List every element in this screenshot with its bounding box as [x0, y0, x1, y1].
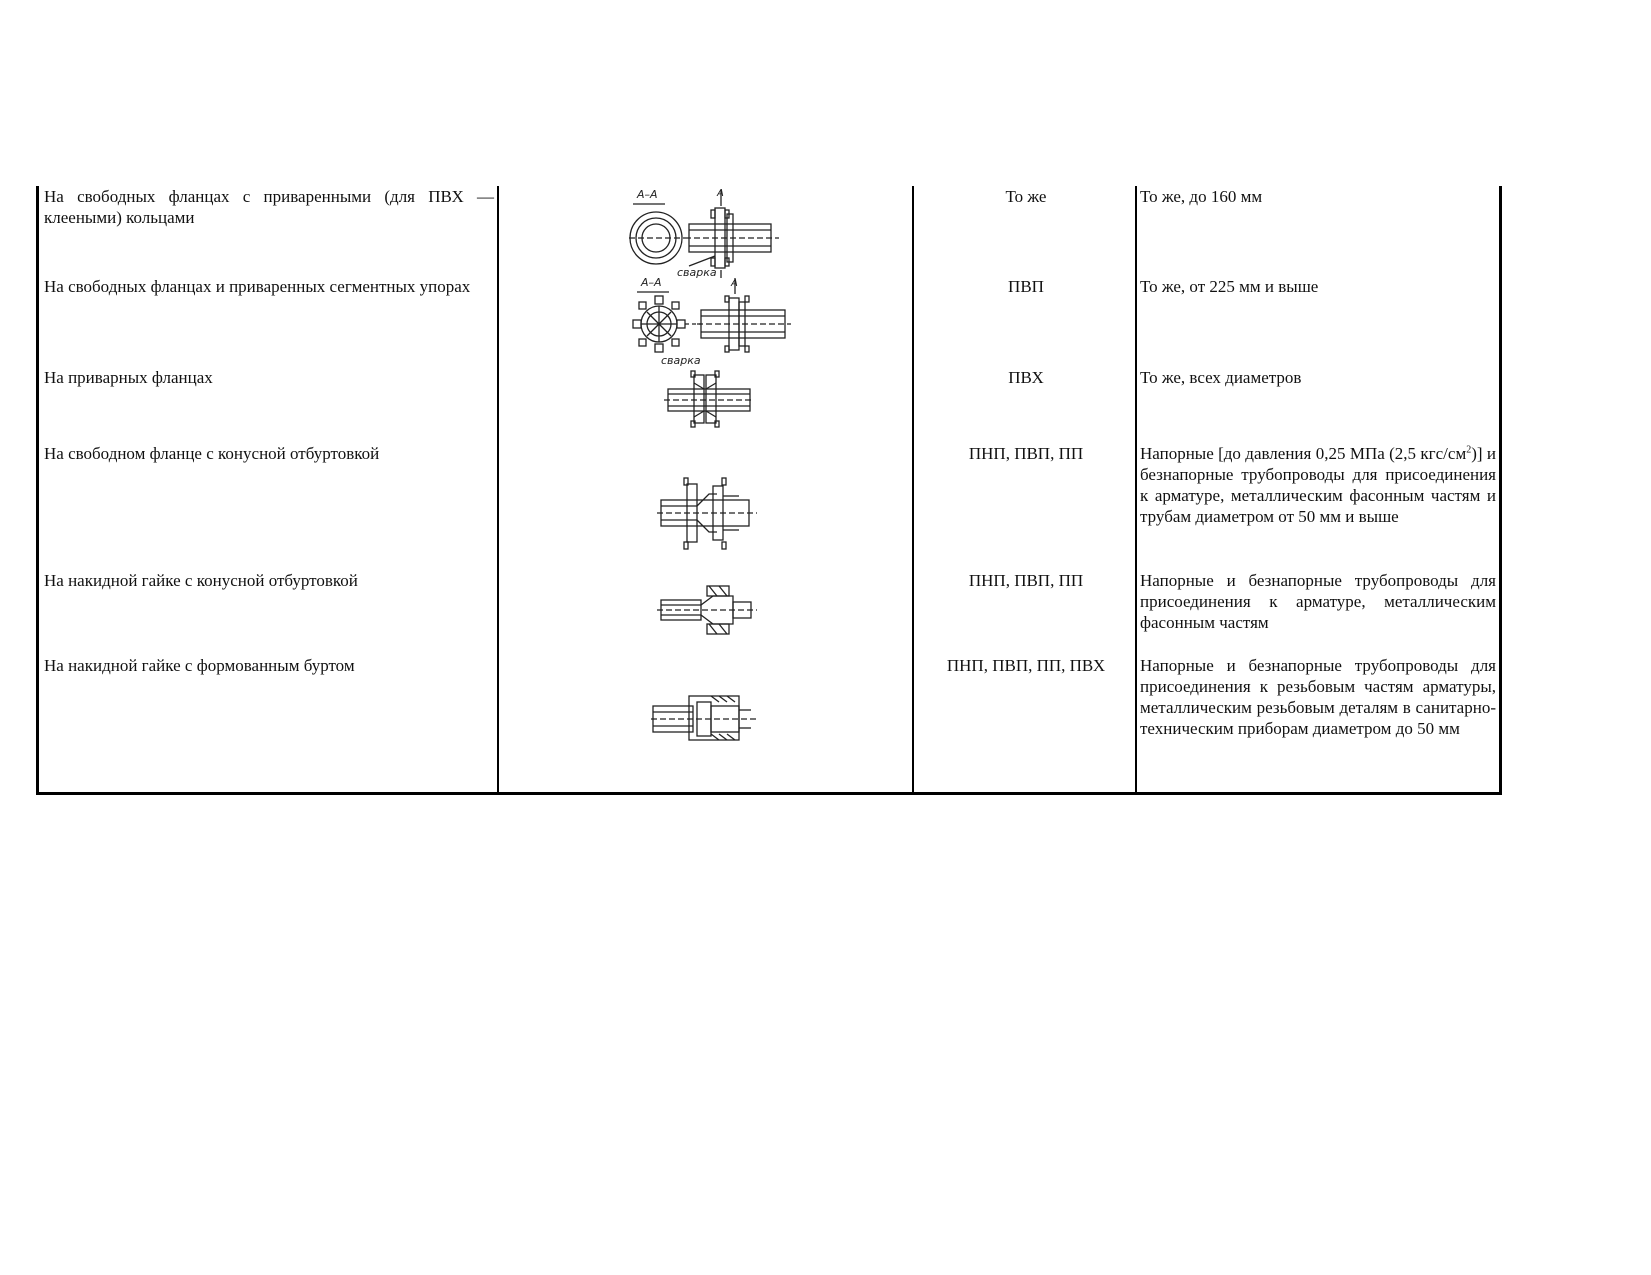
method-cell: На накидной гайке с конусной отбуртовкой — [44, 571, 358, 590]
loose-flange-segment-stops-drawing — [631, 274, 801, 366]
union-nut-formed-collar-drawing — [651, 690, 761, 745]
application-cell: Напорные [до давления 0,25 МПа (2,5 кгс/$см^2$)] и безнапорные трубопроводы для присоединения к арматуре, металлическим фасонным частям и трубам диаметром от 50 мм и выше — [1140, 444, 1497, 526]
material-cell: ПНП, ПВП, ПП — [968, 571, 1084, 590]
column-divider — [912, 186, 914, 792]
application-cell: Напорные и безнапорные трубопроводы для присоединения к арматуре, металлическим фасонным частям — [1140, 571, 1496, 632]
application-cell: То же, до 160 мм — [1140, 187, 1263, 206]
section-label: А–А — [637, 188, 658, 201]
method-cell: На свободном фланце с конусной отбуртовкой — [44, 444, 380, 463]
joints-table — [36, 186, 1502, 795]
material-cell: ПВХ — [1008, 368, 1044, 387]
application-cell: Напорные и безнапорные трубопроводы для присоединения к резьбовым частям арматуры, металлическим резьбовым деталям в санитарно-техническим приборам диаметром до 50 мм — [1140, 656, 1496, 738]
method-cell: На свободных фланцах и приваренных сегментных упорах — [44, 277, 471, 296]
material-cell: ПНП, ПВП, ПП — [968, 444, 1084, 463]
section-marker: А — [731, 278, 738, 289]
method-cell: На свободных фланцах с приваренными (для ПВХ — клееными) кольцами — [44, 187, 494, 227]
method-cell: На приварных фланцах — [44, 368, 213, 387]
section-marker: А — [717, 188, 724, 199]
application-cell: То же, всех диаметров — [1140, 368, 1302, 387]
material-cell: ПВП — [1008, 277, 1044, 296]
welded-flange-drawing — [664, 369, 754, 429]
union-nut-cone-flare-drawing — [657, 582, 757, 637]
weld-label: сварка — [677, 266, 717, 279]
loose-flange-welded-ring-drawing — [629, 184, 799, 279]
loose-flange-cone-flare-drawing — [657, 476, 757, 551]
application-cell: То же, от 225 мм и выше — [1140, 277, 1319, 296]
method-cell: На накидной гайке с формованным буртом — [44, 656, 355, 675]
material-cell: То же — [1005, 187, 1047, 206]
section-label: А–А — [641, 276, 662, 289]
weld-label: сварка — [661, 354, 701, 366]
material-cell: ПНП, ПВП, ПП, ПВХ — [946, 656, 1106, 675]
column-divider — [497, 186, 499, 792]
